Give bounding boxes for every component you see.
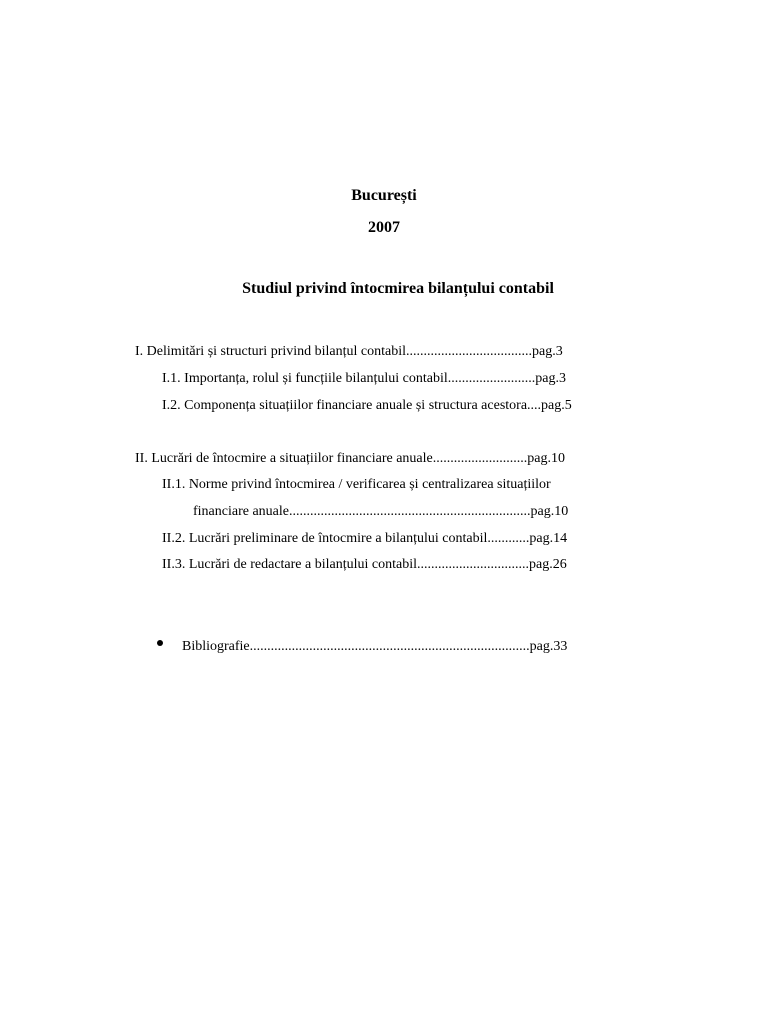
toc-entry-text: II.2. Lucrări preliminare de întocmire a bilanțului contabil: [162, 531, 488, 546]
toc-entry-text: I.2. Componența situațiilor financiare anuale și structura acestora: [162, 398, 528, 413]
toc-entry-page: pag.5: [541, 398, 572, 413]
toc-entry-dots: .....................................................................: [289, 504, 531, 519]
toc-entry-page: pag.10: [527, 451, 565, 466]
toc-entry-2-2: [162, 530, 567, 548]
toc-entry-page: pag.14: [529, 531, 568, 546]
toc-entry-dots: ................................: [417, 557, 529, 572]
year-heading: 2007: [368, 219, 400, 236]
toc-entry-2-1-cont: [193, 503, 568, 521]
city-heading: București: [351, 187, 417, 204]
toc-entry-dots: .........................: [447, 371, 536, 386]
toc-entry-bibliography: [182, 638, 567, 656]
toc-entry-dots: ................................................................................: [249, 639, 530, 654]
document-title: Studiul privind întocmirea bilanțului contabil: [242, 280, 554, 297]
toc-entry-page: pag.33: [529, 639, 568, 654]
toc-entry-text: financiare anuale: [193, 504, 289, 519]
toc-entry-dots: ....................................: [406, 344, 533, 359]
toc-entry-1-1: [162, 370, 566, 388]
toc-entry-page: pag.3: [535, 371, 566, 386]
toc-entry-2-3: [162, 556, 567, 574]
toc-entry-1: [135, 343, 563, 361]
toc-entry-text: I. Delimitări și structuri privind bilanțul contabil: [135, 344, 407, 359]
toc-entry-2: [135, 450, 565, 468]
toc-entry-page: pag.26: [529, 557, 567, 572]
toc-entry-text: II.1. Norme privind întocmirea / verificarea și centralizarea situațiilor: [162, 477, 551, 492]
toc-entry-2-1: [162, 476, 551, 494]
toc-entry-dots: ....: [527, 398, 542, 413]
toc-entry-page: pag.3: [532, 344, 563, 359]
toc-entry-text: II. Lucrări de întocmire a situațiilor financiare anuale: [135, 451, 433, 466]
toc-entry-text: I.1. Importanța, rolul și funcțiile bilanțului contabil: [162, 371, 448, 386]
toc-entry-dots: ...........................: [432, 451, 528, 466]
toc-entry-dots: ............: [487, 531, 530, 546]
toc-entry-page: pag.10: [530, 504, 569, 519]
toc-entry-text: Bibliografie: [182, 639, 250, 654]
toc-entry-text: II.3. Lucrări de redactare a bilanțului contabil: [162, 557, 417, 572]
bullet-icon: [157, 640, 163, 646]
toc-entry-1-2: [162, 397, 572, 415]
